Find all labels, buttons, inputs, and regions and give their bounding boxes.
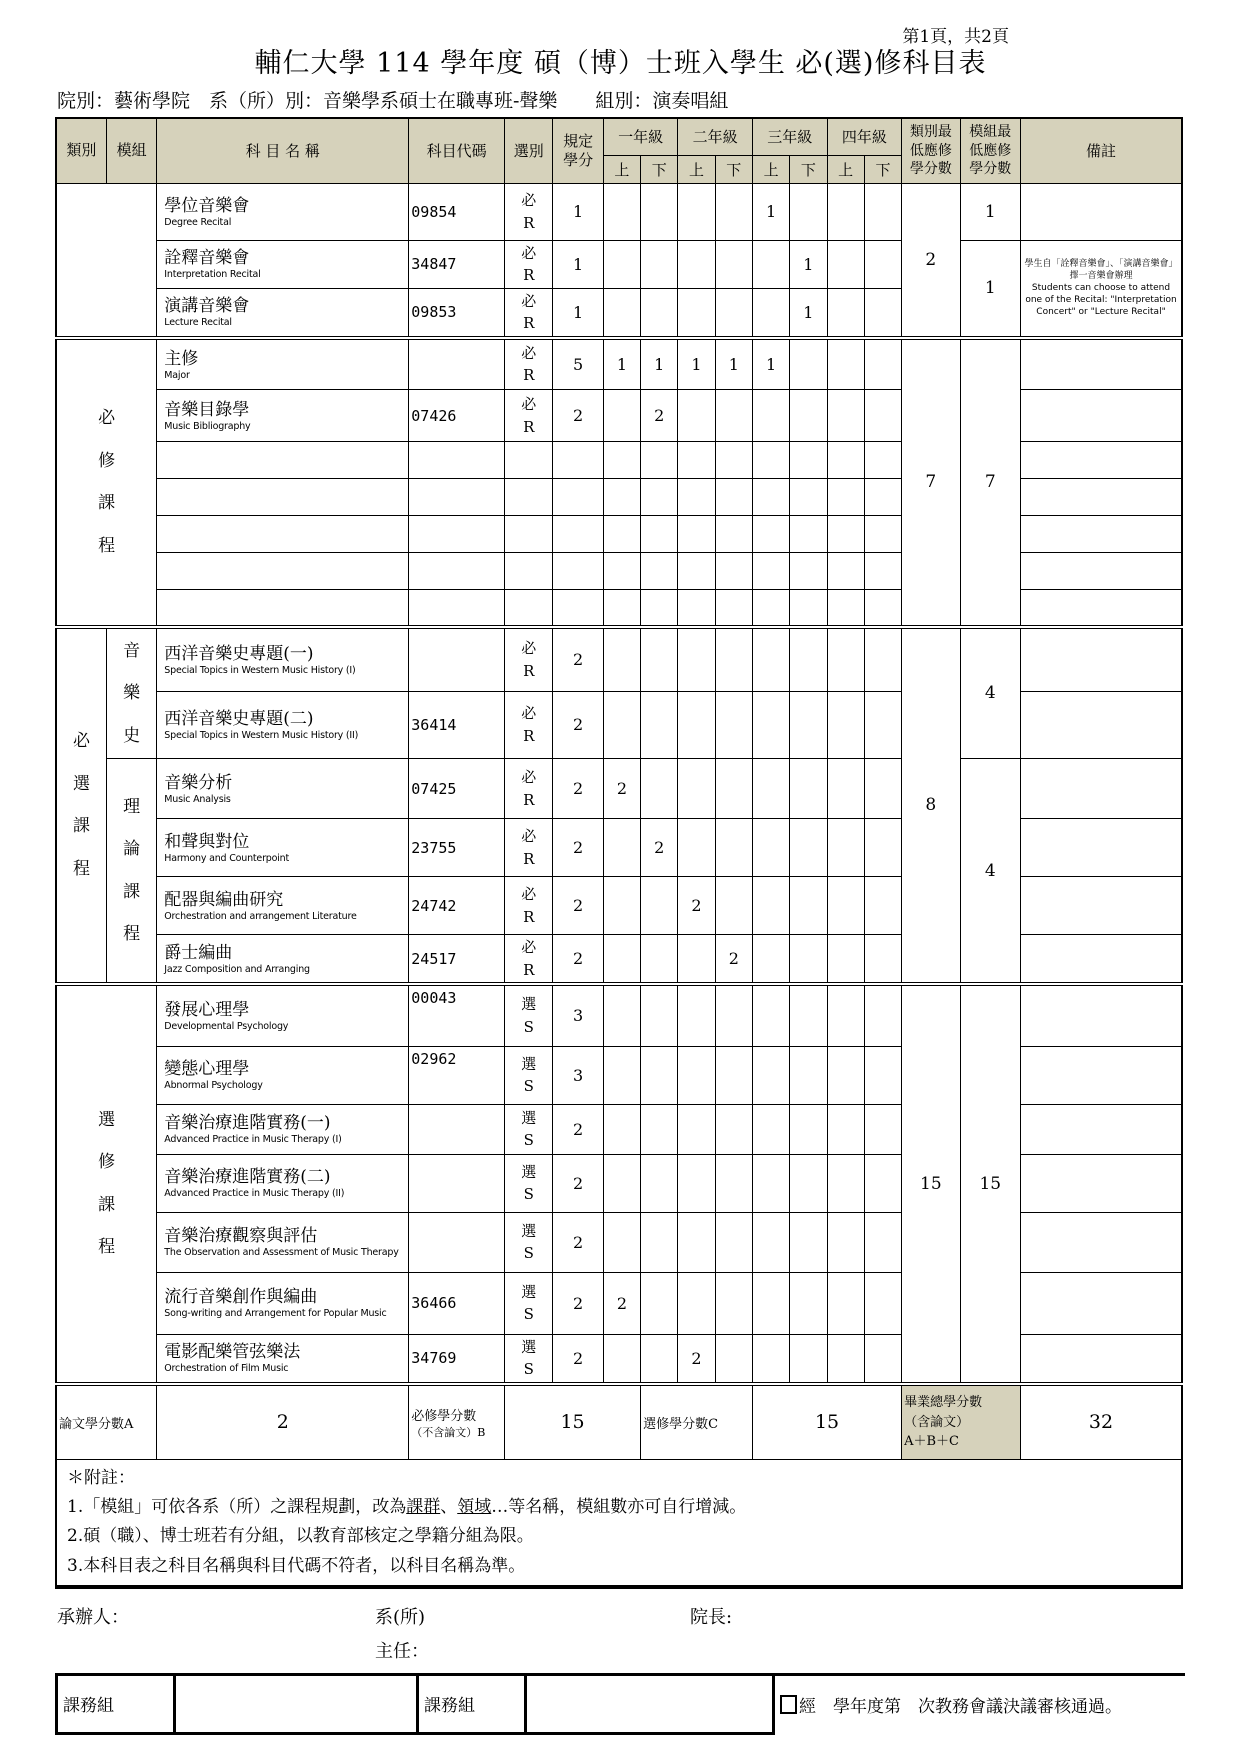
- course-type: 必 R: [505, 338, 553, 390]
- course-type: 選 S: [505, 1154, 553, 1212]
- course-code: 24517: [409, 935, 505, 985]
- module-min-credits: 4: [960, 627, 1020, 759]
- category-min-credits: 15: [902, 984, 960, 1384]
- col-course-code: 科目代碼: [409, 118, 505, 183]
- course-type: 必 R: [505, 935, 553, 985]
- course-name: 主修 Major: [157, 338, 409, 390]
- required-credits-value: 15: [505, 1384, 641, 1460]
- course-type: 選 S: [505, 1334, 553, 1384]
- required-credits: 2: [553, 759, 603, 819]
- course-name: 電影配樂管弦樂法 Orchestration of Film Music: [157, 1334, 409, 1384]
- required-credits: 2: [553, 877, 603, 935]
- sem-y1-down: 下: [641, 155, 678, 183]
- elective-credits-label: 選修學分數C: [641, 1384, 753, 1460]
- sem-y4-up: 上: [827, 155, 864, 183]
- table-row: [56, 759, 1182, 819]
- credit-y1-down: 2: [641, 390, 678, 442]
- col-module-min: 模組最低應修學分數: [960, 118, 1020, 183]
- course-type: 選 S: [505, 1046, 553, 1104]
- course-type: 必 R: [505, 691, 553, 758]
- course-code: 02962: [409, 1046, 505, 1104]
- total-credits-label: 畢業總學分數 （含論文） A＋B＋C: [902, 1384, 1021, 1460]
- note-1: 1.「模組」可依各系（所）之課程規劃，改為課群、領域…等名稱，模組數亦可自行增減。: [67, 1497, 747, 1518]
- sem-y2-down: 下: [715, 155, 752, 183]
- handler-label: 承辦人：: [57, 1606, 129, 1628]
- required-credits: 2: [553, 819, 603, 877]
- required-credits: 2: [553, 1272, 603, 1334]
- credit-y1-down: 1: [641, 338, 678, 390]
- category-required: 必修課程: [56, 338, 157, 627]
- col-required-credits: 規定學分: [553, 118, 603, 183]
- course-code: 09854: [409, 183, 505, 240]
- course-name: 發展心理學 Developmental Psychology: [157, 984, 409, 1046]
- course-table: [55, 117, 1183, 1589]
- table-header: [56, 118, 1182, 183]
- course-name: 演講音樂會 Lecture Recital: [157, 288, 409, 338]
- module-min-credits: 1: [960, 240, 1020, 338]
- thesis-credits-label: 論文學分數A: [56, 1384, 157, 1460]
- curriculum-section-label-1: 課務組: [57, 1674, 175, 1733]
- col-category: 類別: [56, 118, 106, 183]
- course-name: 和聲與對位 Harmony and Counterpoint: [157, 819, 409, 877]
- course-type: 必 R: [505, 759, 553, 819]
- table-row: [56, 338, 1182, 390]
- dean-label: 院長:: [690, 1606, 733, 1628]
- course-code: 34769: [409, 1334, 505, 1384]
- course-code: 34847: [409, 240, 505, 288]
- note-3: 3.本科目表之科目名稱與科目代碼不符者，以科目名稱為準。: [67, 1555, 526, 1576]
- course-name: 詮釋音樂會 Interpretation Recital: [157, 240, 409, 288]
- credit-y2-down: 1: [715, 338, 752, 390]
- course-type: 必 R: [505, 390, 553, 442]
- curriculum-section-label-2: 課務組: [418, 1674, 526, 1733]
- required-credits: 1: [553, 183, 603, 240]
- col-year1: 一年級: [603, 118, 678, 155]
- category-min-credits: 7: [902, 338, 960, 627]
- course-type: 必 R: [505, 288, 553, 338]
- course-code: 00043: [409, 984, 505, 1046]
- required-credits: 1: [553, 288, 603, 338]
- elective-credits-value: 15: [752, 1384, 901, 1460]
- sem-y2-up: 上: [678, 155, 715, 183]
- course-type: 必 R: [505, 877, 553, 935]
- col-module: 模組: [106, 118, 156, 183]
- col-year2: 二年級: [678, 118, 753, 155]
- course-name: 音樂分析 Music Analysis: [157, 759, 409, 819]
- required-credits: 3: [553, 984, 603, 1046]
- col-category-min: 類別最低應修學分數: [902, 118, 960, 183]
- approval-cell: [774, 1674, 1185, 1733]
- credit-y3-up: 1: [752, 338, 789, 390]
- course-code: 36466: [409, 1272, 505, 1334]
- course-type: 選 S: [505, 984, 553, 1046]
- course-type: 選 S: [505, 1104, 553, 1154]
- department-label: 系(所): [375, 1606, 426, 1628]
- course-type: 選 S: [505, 1212, 553, 1272]
- signature-blank-2: [526, 1674, 774, 1733]
- required-credits: 2: [553, 691, 603, 758]
- col-type: 選別: [505, 118, 553, 183]
- notes-section: [56, 1460, 1182, 1587]
- course-name: 配器與編曲研究 Orchestration and arrangement Literature: [157, 877, 409, 935]
- sem-y3-down: 下: [790, 155, 827, 183]
- course-name: 學位音樂會 Degree Recital: [157, 183, 409, 240]
- category-elective: 選修課程: [56, 984, 157, 1384]
- required-credits-label: 必修學分數 （不含論文）B: [409, 1384, 505, 1460]
- required-credits: 1: [553, 240, 603, 288]
- course-code: 07425: [409, 759, 505, 819]
- course-code: [409, 1212, 505, 1272]
- total-credits-value: 32: [1021, 1384, 1182, 1460]
- course-name: 音樂治療進階實務(二) Advanced Practice in Music Therapy (II): [157, 1154, 409, 1212]
- course-name: 音樂治療觀察與評估 The Observation and Assessment of Music Therapy: [157, 1212, 409, 1272]
- category-cell-blank: [56, 183, 157, 338]
- required-credits: 5: [553, 338, 603, 390]
- credit-y1-up: 1: [603, 338, 640, 390]
- col-year3: 三年級: [752, 118, 827, 155]
- required-credits: 2: [553, 1334, 603, 1384]
- col-year4: 四年級: [827, 118, 902, 155]
- course-type: 選 S: [505, 1272, 553, 1334]
- module-theory: 理論課程: [106, 759, 156, 985]
- module-min-credits: 15: [960, 984, 1020, 1384]
- course-code: [409, 627, 505, 692]
- credit-y1-down: 2: [641, 819, 678, 877]
- sem-y4-down: 下: [864, 155, 901, 183]
- course-name: 音樂目錄學 Music Bibliography: [157, 390, 409, 442]
- category-min-credits: 2: [902, 183, 960, 338]
- course-type: 必 R: [505, 240, 553, 288]
- module-music-history: 音樂史: [106, 627, 156, 759]
- sem-y3-up: 上: [752, 155, 789, 183]
- course-code: 36414: [409, 691, 505, 758]
- signature-blank-1: [175, 1674, 418, 1733]
- director-label: 主任：: [375, 1640, 429, 1662]
- course-code: 09853: [409, 288, 505, 338]
- credit-y2-down: 2: [715, 935, 752, 985]
- table-row: [56, 183, 1182, 240]
- table-row: [56, 627, 1182, 692]
- credit-y1-up: 2: [603, 1272, 640, 1334]
- credit-y1-up: 2: [603, 759, 640, 819]
- required-credits: 2: [553, 1154, 603, 1212]
- course-code: [409, 338, 505, 390]
- course-code: 07426: [409, 390, 505, 442]
- page-number: 第1頁，共2頁: [902, 27, 1009, 47]
- category-min-credits: 8: [902, 627, 960, 985]
- course-type: 必 R: [505, 627, 553, 692]
- signature-area: [57, 1589, 1241, 1661]
- department-line: 院別：藝術學院 系（所）別：音樂學系碩士在職專班-聲樂 組別：演奏唱組: [57, 90, 729, 112]
- required-credits: 3: [553, 1046, 603, 1104]
- thesis-credits-value: 2: [157, 1384, 409, 1460]
- course-code: [409, 1154, 505, 1212]
- course-type: 必 R: [505, 183, 553, 240]
- category-req-elective: 必選課程: [56, 627, 106, 985]
- credit-y3-down: 1: [790, 240, 827, 288]
- module-min-credits: 7: [960, 338, 1020, 627]
- course-code: [409, 1104, 505, 1154]
- credit-y3-up: 1: [752, 183, 789, 240]
- footer-table: [55, 1673, 1185, 1735]
- module-min-credits: 4: [960, 759, 1020, 985]
- credit-y2-up: 1: [678, 338, 715, 390]
- course-name: 變態心理學 Abnormal Psychology: [157, 1046, 409, 1104]
- course-name: 流行音樂創作與編曲 Song-writing and Arrangement for Popular Music: [157, 1272, 409, 1334]
- approval-text: 經 學年度第 次教務會議決議審核通過。: [799, 1697, 1122, 1718]
- course-type: 必 R: [505, 819, 553, 877]
- notes-title: ＊附註：: [67, 1468, 135, 1488]
- course-code: 24742: [409, 877, 505, 935]
- required-credits: 2: [553, 390, 603, 442]
- remark-cell: 學生自「詮釋音樂會」、「演講音樂會」擇一音樂會辦理 Students can choose to attend one of the Recital: "Interpretation Concert" or "Lecture Recital": [1021, 240, 1182, 338]
- sem-y1-up: 上: [603, 155, 640, 183]
- course-name: 西洋音樂史專題(一) Special Topics in Western Music History (I): [157, 627, 409, 692]
- table-row: [56, 984, 1182, 1046]
- summary-row: [56, 1384, 1182, 1460]
- required-credits: 2: [553, 935, 603, 985]
- course-name: 西洋音樂史專題(二) Special Topics in Western Music History (II): [157, 691, 409, 758]
- page-title: 輔仁大學 114 學年度 碩（博）士班入學生 必(選)修科目表: [254, 48, 987, 79]
- course-code: 23755: [409, 819, 505, 877]
- table-row: [56, 240, 1182, 288]
- module-min-credits: 1: [960, 183, 1020, 240]
- required-credits: 2: [553, 1212, 603, 1272]
- col-course-name: 科 目 名 稱: [157, 118, 409, 183]
- credit-y3-down: 1: [790, 288, 827, 338]
- required-credits: 2: [553, 1104, 603, 1154]
- required-credits: 2: [553, 627, 603, 692]
- course-name: 音樂治療進階實務(一) Advanced Practice in Music Therapy (I): [157, 1104, 409, 1154]
- approval-checkbox: [780, 1695, 797, 1714]
- course-name: 爵士編曲 Jazz Composition and Arranging: [157, 935, 409, 985]
- note-2: 2.碩（職）、博士班若有分組，以教育部核定之學籍分組為限。: [67, 1526, 534, 1547]
- credit-y2-up: 2: [678, 1334, 715, 1384]
- credit-y2-up: 2: [678, 877, 715, 935]
- col-remarks: 備註: [1021, 118, 1182, 183]
